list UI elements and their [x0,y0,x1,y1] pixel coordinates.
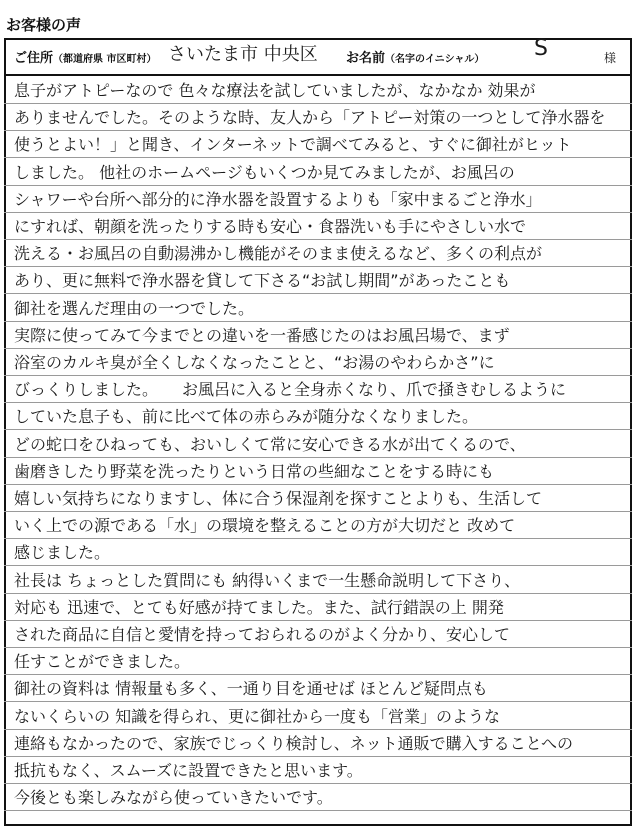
ruled-line [4,701,632,702]
ruled-line [4,810,632,811]
ruled-line [4,783,632,784]
handwritten-line: 嬉しい気持ちになりますし、体に合う保湿剤を探すことよりも、生活して [14,489,543,508]
handwritten-line: 浴室のカルキ臭が全くしなくなったことと、“お湯のやわらかさ”に [14,353,495,372]
ruled-line [4,103,632,104]
handwritten-line: 抵抗もなく、スムーズに設置できたと思います。 [14,761,363,780]
ruled-line [4,647,632,648]
address-value: さいたま市 中央区 [168,44,318,65]
ruled-line [4,674,632,675]
handwritten-line: 社長は ちょっとした質問にも 納得いくまで一生懸命説明して下さり、 [14,570,521,590]
name-label [346,47,484,66]
ruled-line [4,185,632,186]
handwritten-line: いく上での源である「水」の環境を整えることの方が大切だと 改めて [14,516,516,536]
handwritten-line: 御社を選んだ理由の一つでした。 [14,298,255,318]
ruled-line [4,130,632,131]
handwritten-line: 息子がアトピーなので 色々な療法を試していましたが、なかなか 効果が [14,81,536,100]
name-value: S [534,36,548,61]
handwritten-line: しました。 他社のホームページもいくつか見てみましたが、お風呂の [14,162,515,182]
handwritten-line: 感じました。 [14,543,111,563]
ruled-line [4,484,632,485]
ruled-line [4,593,632,594]
ruled-line [4,457,632,458]
handwritten-line: にすれば、朝顔を洗ったりする時も安心・食器洗いも手にやさしい水で [14,217,527,236]
ruled-line [4,157,632,158]
ruled-line [4,729,632,730]
handwritten-line: シャワーや台所へ部分的に浄水器を設置するよりも「家中まるごと浄水」 [14,189,542,209]
handwritten-line: された商品に自信と愛情を持っておられるのがよく分かり、安心して [14,625,511,644]
handwritten-line: 使うとよい！」と聞き、インターネットで調べてみると、すぐに御社がヒット [14,135,572,155]
handwritten-line: びっくりしました。 お風呂に入ると全身赤くなり、爪で掻きむしるように [14,380,567,400]
ruled-line [4,565,632,566]
handwritten-line: 対応も 迅速で、とても好感が持てました。また、試行錯誤の上 開発 [14,597,504,617]
handwritten-line: 歯磨きしたり野菜を洗ったりという日常の些細なことをする時にも [14,461,495,481]
ruled-line [4,402,632,403]
ruled-line [4,511,632,512]
ruled-line [4,212,632,213]
handwritten-line: 実際に使ってみて今までとの違いを一番感じたのはお風呂場で、まず [14,325,510,345]
ruled-line [4,429,632,430]
ruled-line [4,375,632,376]
ruled-line [4,538,632,539]
handwritten-line: ないくらいの 知識を得られ、更に御社から一度も「営業」のような [14,706,501,726]
ruled-line [4,321,632,322]
ruled-line [4,239,632,240]
handwritten-line: 任すことができました。 [14,652,191,672]
name-suffix: 様 [604,51,617,65]
header-divider [4,74,632,76]
handwritten-line: ありませんでした。そのような時、友人から「アトピー対策の一つとして浄水器を [14,108,606,128]
address-label [14,47,157,66]
ruled-line [4,620,632,621]
ruled-line [4,293,632,294]
form-title: お客様の声 [6,16,82,34]
ruled-line [4,348,632,349]
handwritten-line: 洗える・お風呂の自動湯沸かし機能がそのまま使えるなど、多くの利点が [14,244,543,264]
name-label-text: お名前 [346,51,386,66]
address-label-text: ご住所 [14,51,54,66]
ruled-line [4,756,632,757]
handwritten-line: していた息子も、前に比べて体の赤らみが随分なくなりました。 [14,407,479,427]
handwritten-line: 御社の資料は 情報量も多く、一通り目を通せば ほとんど疑問点も [14,679,488,699]
handwritten-line: 今後とも楽しみながら使っていきたいです。 [14,788,333,808]
handwritten-line: どの蛇口をひねっても、おいしくて常に安心できる水が出てくるので、 [14,434,526,454]
name-label-note: （名字のイニシャル） [385,54,485,65]
ruled-line [4,266,632,267]
handwritten-line: あり、更に無料で浄水器を貸して下さる“お試し期間”があったことも [14,271,511,291]
address-label-note: （都道府県 市区町村） [53,54,157,65]
handwritten-line: 連絡もなかったので、家族でじっくり検討し、ネット通販で購入することへの [14,733,574,753]
